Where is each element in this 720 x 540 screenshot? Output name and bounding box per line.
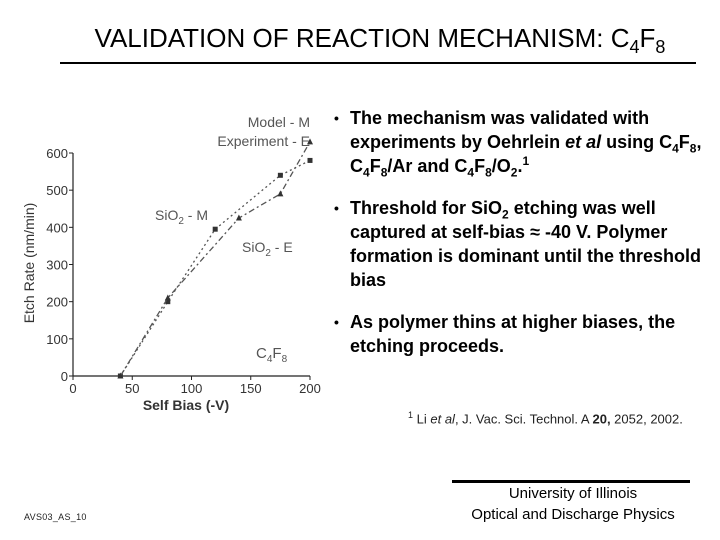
y-tick-label: 100	[46, 331, 68, 347]
reference-citation: $^1$ Li et al, J. Vac. Sci. Technol. A 20, 2052, 2002.	[408, 410, 683, 427]
x-tick-label: 0	[69, 381, 77, 396]
etch-rate-chart	[0, 95, 340, 435]
x-tick-label: 150	[239, 381, 262, 396]
y-tick-label: 200	[46, 294, 68, 310]
data-point-experiment	[277, 190, 283, 196]
data-point-model	[278, 173, 283, 178]
chart-svg	[0, 95, 340, 435]
title-divider	[60, 62, 696, 64]
legend-model-label: Model - M	[247, 114, 310, 130]
x-tick-label: 50	[125, 381, 140, 396]
bullet-dot: •	[334, 314, 339, 330]
y-tick-label: 600	[46, 146, 68, 161]
bullet-dot: •	[334, 110, 339, 126]
bullet-threshold: • Threshold for SiO$_2$ etching was well captured at self-bias ≈ -40 V. Polymer formation is dominant until the threshold bias	[334, 198, 701, 290]
annotation-sio2-experiment: SiO$_2$ - E	[242, 239, 293, 259]
y-tick-label: 0	[60, 369, 68, 384]
legend-experiment-label: Experiment - E	[217, 133, 310, 149]
y-tick-label: 300	[46, 257, 68, 273]
slide-id: AVS03_AS_10	[24, 512, 87, 522]
data-point-model	[308, 158, 313, 163]
y-tick-label: 400	[46, 220, 68, 236]
organization-line-2: Optical and Discharge Physics	[471, 506, 675, 523]
y-tick-label: 500	[46, 183, 68, 199]
organization-line-1: University of Illinois	[508, 485, 638, 502]
annotation-sio2-model: SiO$_2$ - M	[155, 207, 209, 227]
bullet-list	[334, 106, 706, 376]
x-tick-label: 200	[299, 381, 321, 396]
organization-name	[448, 483, 698, 525]
y-axis-label: Etch Rate (nm/min)	[21, 202, 37, 324]
x-tick-label: 100	[180, 381, 203, 396]
data-point-model	[213, 227, 218, 232]
x-axis-label: Self Bias (-V)	[142, 397, 230, 413]
bullet-polymer: • As polymer thins at higher biases, the etching proceeds.	[334, 312, 676, 356]
page-title: VALIDATION OF REACTION MECHANISM: $C_4F_8$	[94, 23, 666, 58]
bullet-dot: •	[334, 200, 339, 216]
bullet-validation: • The mechanism was validated with experiments by Oehrlein et al using $C_4F_8$, $C_4F_8/Ar$ and $C_4F_8/O_2.^1$	[334, 108, 702, 180]
annotation-c4f8: $C_4F_8$	[256, 345, 288, 365]
